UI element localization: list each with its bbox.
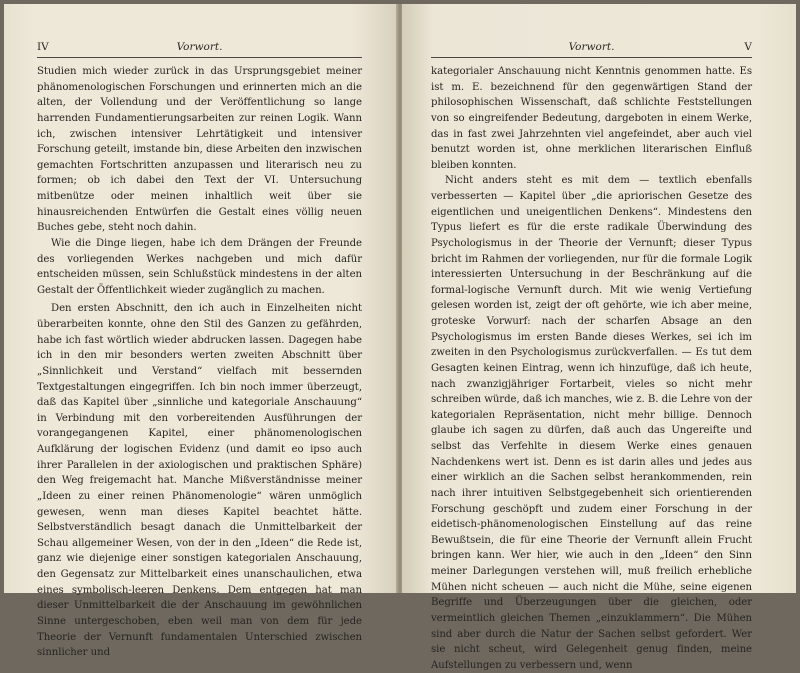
paragraph: Den ersten Abschnitt, den ich auch in Einzelheiten nicht überarbeiten konnte, ohne den Stil des Ganzen zu gefährden, habe ich fast wörtlich wieder abdrucken lassen. Dagegen habe ich in den mir besonders werten zweiten Abschnitt über „Sinnlichkeit und Verstand“ vielfach mit bessernden Textgestaltungen eingegriffen. Ich bin noch immer überzeugt, daß das Kapitel über „sinnliche und kategoriale Anschauung“ in Verbindung mit den vorbereitenden Ausführungen der vorangegangenen Kapitel, einer phänomenologischen Aufklärung der logischen Evidenz (und damit eo ipso auch ihrer Parallelen in der axiologischen und praktischen Sphäre) den Weg freigemacht hat. Manche Mißverständnisse meiner „Ideen zu einer reinen Phänomenologie“ wären unmöglich gewesen, wenn man dieses Kapitel beachtet hätte. Selbstverständlich besagt danach die Unmittelbarkeit der Schau allgemeiner Wesen, von der in den „Ideen“ die Rede ist, ganz wie diejenige einer sonstigen kategorialen Anschauung, den Gegensatz zur Mittelbarkeit eines unanschaulichen, etwa eines symbolisch-leeren Denkens. Dem entgegen hat man dieser Unmittelbarkeit die der Anschauung im gewöhnlichen Sinne untergeschoben, eben weil man von dem für jede Theorie der Vernunft fundamentalen Unterschied zwischen sinnlicher und <box>37 303 362 659</box>
page-number: IV <box>37 41 49 53</box>
paragraph: Nicht anders steht es mit dem — textlich ebenfalls verbesserten — Kapitel über „die apriorischen Gesetze des eigentlichen und uneigentlichen Denkens“. Mindestens den Typus liefert es für die erste radikale Überwindung des Psychologismus in der Theorie der Vernunft; dieser Typus bricht im Rahmen der vorliegenden, nur für die formale Logik interessierten Untersuchung in der Beschränkung auf die formal-logische Vernunft durch. Mit wie wenig Vertiefung gelesen worden ist, zeigt der oft gehörte, wie ich aber meine, groteske Vorwurf: nach der scharfen Absage an den Psychologismus im ersten Bande dieses Werkes, sei ich im zweiten in den Psychologismus zurückverfallen. — Es tut dem Gesagten keinen Eintrag, wenn ich hinzufüge, daß ich heute, nach zwanzigjähriger Fortarbeit, vieles so nicht mehr schreiben würde, daß ich manches, wie z. B. die Lehre von der kategorialen Repräsentation, nicht mehr billige. Dennoch glaube ich sagen zu dürfen, daß auch das Ungereifte und selbst das Verfehlte in diesem Werke eines genauen Nachdenkens wert ist. Denn es ist darin alles und jedes aus einer wirklich an die Sachen selbst herankommenden, rein nach ihrer intuitiven Selbstgegebenheit sich orientierenden Forschung geschöpft und zudem einer Forschung in der eidetisch-phänomenologischen Einstellung auf das reine Bewußtsein, die für eine Theorie der Vernunft allein Frucht bringen kann. Wer hier, wie auch in den „Ideen“ den Sinn meiner Darlegungen verstehen will, muß freilich erhebliche Mühen nicht scheuen — auch nicht die Mühe, seine eigenen Begriffe und Überzeugungen über die gleichen, oder vermeintlich gleichen Themen „einzuklammern“. Die Mühen sind aber durch die Natur der Sachen selbst gefordert. Wer sie nicht scheut, wird Gelegenheit genug finden, meine Aufstellungen zu verbessern und, wenn <box>431 175 752 671</box>
left-page <box>4 4 398 659</box>
page-body <box>37 64 362 661</box>
paragraph: Wie die Dinge liegen, habe ich dem Drängen der Freunde des vorliegenden Werkes nachgeben und mich dafür entscheiden müssen, sein Schlußstück mindestens in der alten Gestalt der Öffentlichkeit wieder zugänglich zu machen. <box>37 237 362 296</box>
right-page <box>402 4 796 671</box>
paragraph: kategorialer Anschauung nicht Kenntnis genommen hatte. Es ist m. E. bezeichnend für den gegenwärtigen Stand der philosophischen Wissenschaft, daß schlichte Feststellungen von so eingreifender Bedeutung, dargeboten in einem Werke, das in fast zwei Jahrzehnten viel angefeindet, aber auch viel benutzt worden ist, ohne merklichen literarischen Einfluß bleiben konnten. <box>431 66 752 171</box>
paragraph: Studien mich wieder zurück in das Ursprungsgebiet meiner phänomenologischen Forschungen und erinnerten mich an die alten, der Vollendung und der Veröffentlichung so lange harrenden Fundamentierungsarbeiten zur reinen Logik. Wann ich, zwischen intensiver Lehrtätigkeit und intensiver Forschung geteilt, imstande bin, diese Arbeiten den inzwischen gemachten Fortschritten anzupassen und literarisch neu zu formen; ob ich dabei den Text der VI. Untersuchung mitbenütze oder meinen inhaltlich weit über sie hinausreichenden Entwürfen die Gestalt eines völlig neuen Buches gebe, steht noch dahin. <box>37 66 362 234</box>
running-header <box>37 41 362 58</box>
page-number: V <box>744 41 752 53</box>
running-title: Vorwort. <box>176 41 223 53</box>
running-title: Vorwort. <box>568 41 615 53</box>
page-body <box>431 64 752 673</box>
running-header <box>431 41 752 58</box>
